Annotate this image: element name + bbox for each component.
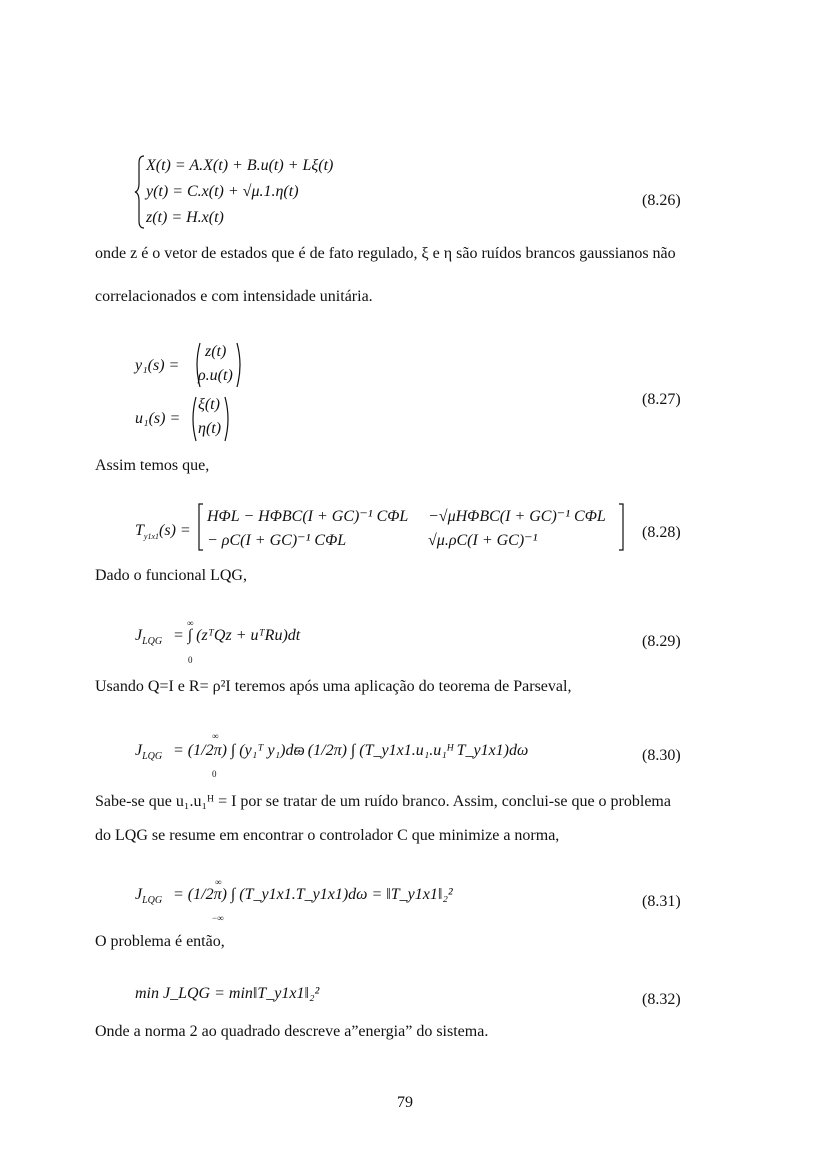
integral-lower-limit: 0 — [188, 655, 193, 665]
paragraph-line: do LQG se resume em encontrar o controlador C que minimize a norma, — [95, 827, 560, 844]
left-brace — [134, 155, 146, 229]
equation-number: (8.28) — [642, 524, 681, 541]
matrix-cell-r2c2: √μ.ρC(I + GC)⁻¹ — [428, 532, 538, 549]
paragraph-line: O problema é então, — [95, 933, 225, 950]
integral-lower-limit: 0 — [212, 769, 217, 779]
eq-8-27-u-lhs: u₁(s) = — [135, 410, 181, 427]
equation-number: (8.31) — [642, 893, 681, 910]
eq-8-27-y-lhs: y₁(s) = — [135, 357, 180, 374]
paragraph-line: Onde a norma 2 ao quadrado descreve a”energia” do sistema. — [95, 1023, 489, 1040]
paragraph-line: onde z é o vetor de estados que é de fato regulado, ξ e η são ruídos brancos gaussianos não — [95, 245, 676, 262]
paragraph-line: correlacionados e com intensidade unitária. — [95, 288, 373, 305]
eq-8-26-line1: X(t) = A.X(t) + B.u(t) + Lξ(t) — [146, 157, 334, 174]
eq-8-27-u-bottom: η(t) — [198, 420, 222, 437]
equation-number: (8.32) — [642, 991, 681, 1008]
left-bracket — [198, 503, 204, 551]
eq-8-26-line3: z(t) = H.x(t) — [146, 209, 224, 226]
eq-8-27-u-top: ξ(t) — [198, 396, 220, 413]
eq-8-28-lhs: $T_{y1x1}(s)$ = — [135, 522, 191, 541]
equation-number: (8.30) — [642, 747, 681, 764]
right-paren — [224, 396, 232, 442]
equation-number: (8.27) — [642, 391, 681, 408]
integral-upper-limit: ∞ — [212, 731, 219, 741]
eq-8-31-lhs: $J_{LQG}$ — [135, 886, 163, 906]
page-number: 79 — [397, 1094, 413, 1111]
matrix-cell-r2c1: − ρC(I + GC)⁻¹ CΦL — [207, 532, 347, 549]
matrix-cell-r1c2: −√μHΦBC(I + GC)⁻¹ CΦL — [428, 508, 606, 525]
eq-8-26-line2: y(t) = C.x(t) + √μ.1.η(t) — [146, 183, 299, 200]
eq-8-27-y-bottom: ρ.u(t) — [198, 367, 233, 384]
matrix-cell-r1c1: HΦL − HΦBC(I + GC)⁻¹ CΦL — [207, 508, 409, 525]
eq-8-27-y-top: z(t) — [205, 343, 227, 360]
equation-number: (8.26) — [642, 192, 681, 209]
eq-8-32-body: min J_LQG = min‖T_y1x1‖₂² — [135, 985, 320, 1002]
integral-lower-limit: −∞ — [212, 913, 224, 923]
eq-8-29-body: = ∫ (zᵀQz + uᵀRu)dt — [173, 627, 301, 644]
right-bracket — [618, 503, 624, 551]
eq-8-30-body1: = (1/2π) ∫ (y₁ᵀ y₁)dω — [173, 742, 305, 759]
equation-number: (8.29) — [642, 633, 681, 650]
paragraph-line: Usando Q=I e R= ρ²I teremos após uma aplicação do teorema de Parseval, — [95, 678, 572, 695]
integral-upper-limit: ∞ — [187, 618, 194, 628]
eq-8-30-body2: = (1/2π) ∫ (T_y1x1.u₁.u₁ᴴ T_y1x1)dω — [293, 742, 529, 759]
eq-8-30-lhs: $J_{LQG}$ — [135, 742, 163, 762]
eq-8-31-body: = (1/2π) ∫ (T_y1x1.T_y1x1)dω = ‖T_y1x1‖₂² — [173, 886, 453, 903]
paragraph-line: Sabe-se que u₁.u₁ᴴ = I por se tratar de um ruído branco. Assim, conclui-se que o problema — [95, 793, 671, 810]
eq-8-29-lhs: $J_{LQG}$ — [135, 627, 163, 647]
paragraph-line: Dado o funcional LQG, — [95, 567, 247, 584]
integral-upper-limit: ∞ — [215, 877, 222, 887]
right-paren — [236, 342, 244, 388]
left-paren — [189, 396, 197, 442]
paragraph-line: Assim temos que, — [95, 457, 210, 474]
